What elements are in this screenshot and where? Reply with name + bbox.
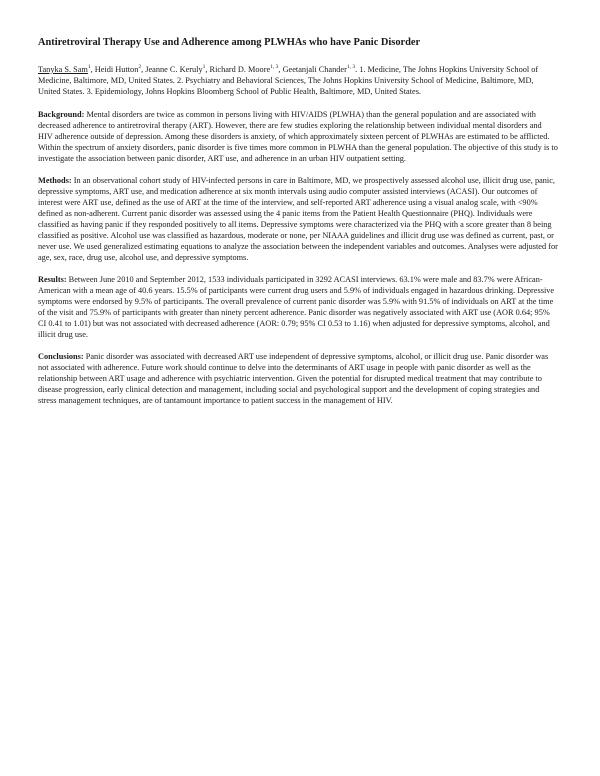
abstract-title: Antiretroviral Therapy Use and Adherence among PLWHAs who have Panic Disorder: [38, 37, 421, 48]
author-affiliation-marker: 1, 3: [270, 64, 279, 71]
background-section: [38, 109, 558, 164]
author-affiliation-marker: 1, 3: [346, 64, 356, 71]
methods-section: [38, 175, 558, 263]
author-affiliation-marker: 1: [202, 64, 206, 71]
results-label: Results:: [38, 275, 67, 284]
results-text: Between June 2010 and September 2012, 1533 individuals participated in 3292 ACASI interviews. 63.1% were male and 83.7% were African-American with a mean age of 40.6 years. 15.5% of participants were current drug users and 5.9% of individuals engaged in hazardous drinking. Depressive symptoms were endorsed by 9.5% of participants. The overall prevalence of current panic disorder was 5.9% with 91.5% of individuals on ART at the time of the visit and 75.9% of participants with greater than ninety percent adherence. Panic disorder was negatively associated with ART use (AOR 0.64; 95% CI 0.41 to 1.01) but was not associated with decreased adherence (AOR: 0.79; 95% CI 0.53 to 1.16) when adjusted for depressive symptoms, alcohol, and illicit drug use.: [38, 275, 555, 339]
conclusions-section: [38, 351, 558, 406]
affiliations: 1. Medicine, The Johns Hopkins University School of Medicine, Baltimore, MD, United States. 2. Psychiatry and Behavioral Sciences, The Johns Hopkins University School of Medicine, Baltimore, MD, United States. 3. Epidemiology, Johns Hopkins Bloomberg School of Public Health, Baltimore, MD, United States.: [38, 65, 539, 96]
methods-text: In an observational cohort study of HIV-infected persons in care in Baltimore, MD, we prospectively assessed alcohol use, illicit drug use, panic, depressive symptoms, ART use, and medication adherence at six month intervals using audio computer assisted interviews (ACASI). Our outcomes of interest were ART use, defined as the use of ART at the time of the interview, and self-reported ART adherence using a visual analog scale, with <90% defined as non-adherent. Current panic disorder was assessed using the 4 panic items from the Patient Health Questionnaire (PHQ). Individuals were classified as having panic if they responded positively to all items. Depressive symptoms were characterized via the PHQ with a score greater than 8 being classified as positive. Alcohol use was classified as hazardous, moderate or none, per NIAAA guidelines and illicit drug use was defined as current, past, or never use. We used generalized estimating equations to analyze the association between the independent variables and outcomes. Analyses were adjusted for age, sex, race, drug use, alcohol use, and depressive symptoms.: [38, 176, 558, 262]
author-name: Richard D. Moore: [209, 65, 271, 74]
conclusions-text: Panic disorder was associated with decreased ART use independent of depressive symptoms, alcohol, or illicit drug use. Panic disorder was not associated with adherence. Future work should continue to delve into the determinants of ART usage in people with panic disorder as well as the relationship between ART usage and adherence with psychiatric intervention. Given the potential for disrupted medical treatment that may contribute to disease progression, early clinical detection and management, including social and psychological support and the development of coping strategies and stress management techniques, are of tantamount importance to patient success in the management of HIV.: [38, 352, 549, 405]
conclusions-label: Conclusions:: [38, 352, 84, 361]
background-text: Mental disorders are twice as common in persons living with HIV/AIDS (PLWHA) than the general population and are associated with decreased adherence to antiretroviral therapy (ART). However, there are few studies exploring the relationship between individual mental disorders and HIV adherence outside of depression. Among these disorders is anxiety, of which approximately sixteen percent of PLWHAs are estimated to be afflicted. Within the spectrum of anxiety disorders, panic disorder is five times more common in PLWHA than the general population. The objective of this study is to investigate the association between panic disorder, ART use, and adherence in an urban HIV outpatient setting.: [38, 110, 558, 163]
author-affiliation-marker: 1: [87, 64, 91, 71]
methods-label: Methods:: [38, 176, 72, 185]
author-list: Tanyka S. Sam$^1$, Heidi Hutton$^2$, Jeanne C. Keruly$^1$, Richard D. Moore$^{1, 3}$, Geetanjali Chander$^{1, 3}$.: [38, 64, 360, 74]
author-name: Jeanne C. Keruly: [145, 65, 203, 74]
author-name: Geetanjali Chander: [282, 65, 347, 74]
results-section: [38, 274, 558, 340]
author-affiliation-marker: 2: [138, 64, 142, 71]
author-name: Heidi Hutton: [94, 65, 139, 74]
background-label: Background:: [38, 110, 85, 119]
author-name: Tanyka S. Sam: [38, 65, 88, 74]
author-block: [38, 64, 558, 97]
